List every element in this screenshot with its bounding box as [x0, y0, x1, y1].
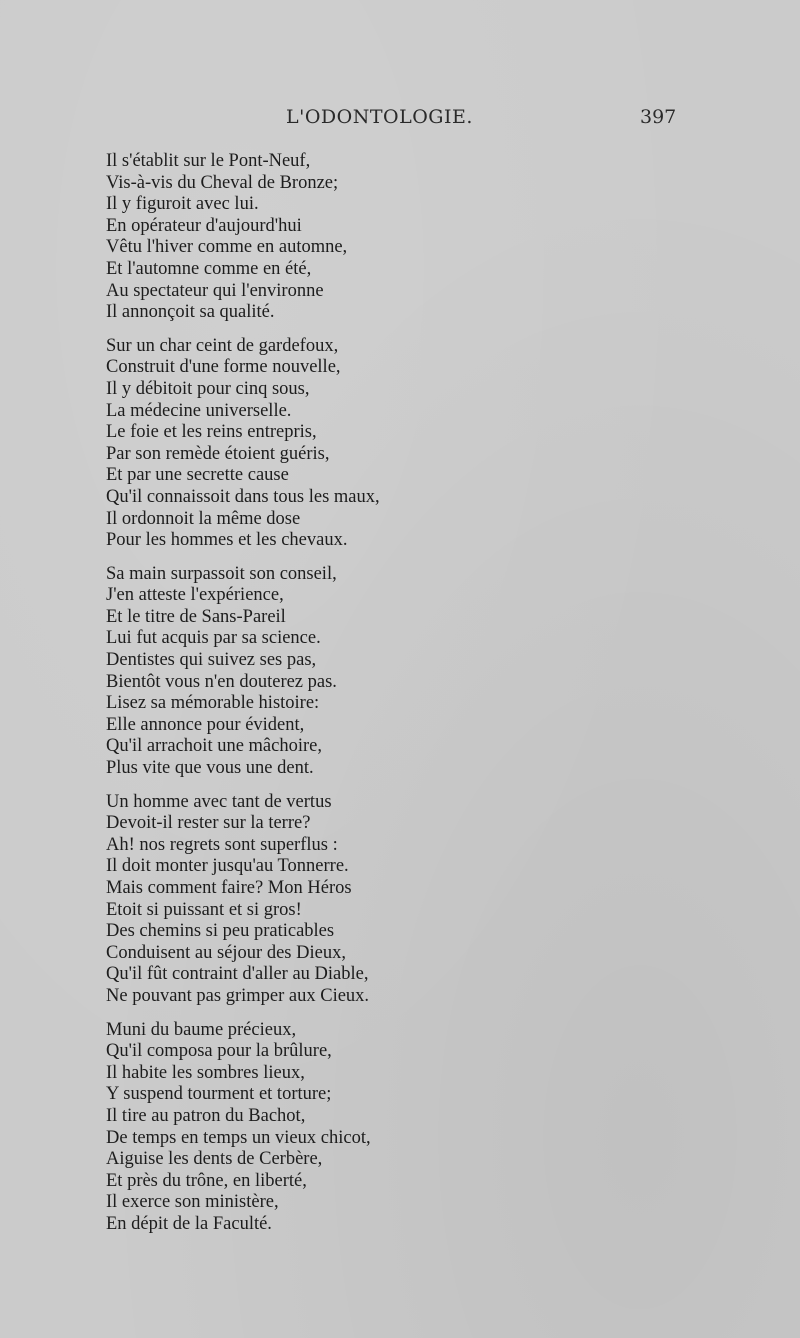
poem-line: Et le titre de Sans-Pareil	[106, 606, 286, 627]
poem-line: Au spectateur qui l'environne	[106, 280, 324, 301]
stanza-3	[106, 564, 466, 780]
poem-line: Il ordonnoit la même dose	[106, 508, 301, 529]
poem-line: En dépit de la Faculté.	[106, 1213, 272, 1234]
poem-line: Qu'il composa pour la brûlure,	[106, 1041, 332, 1062]
poem	[106, 151, 466, 1248]
poem-line: Il y débitoit pour cinq sous,	[106, 378, 310, 399]
running-title: L'ODONTOLOGIE.	[286, 106, 473, 128]
poem-line: Qu'il fût contraint d'aller au Diable,	[106, 964, 369, 985]
poem-line: La médecine universelle.	[106, 400, 292, 421]
running-head	[0, 106, 800, 136]
poem-line: Sur un char ceint de gardefoux,	[106, 335, 339, 356]
stanza-2	[106, 336, 466, 552]
poem-line: Il tire au patron du Bachot,	[106, 1105, 306, 1126]
poem-line: Ne pouvant pas grimper aux Cieux.	[106, 985, 370, 1006]
poem-line: Construit d'une forme nouvelle,	[106, 357, 341, 378]
poem-line: Il exerce son ministère,	[106, 1192, 279, 1213]
poem-line: Bientôt vous n'en douterez pas.	[106, 671, 337, 692]
poem-line: J'en atteste l'expérience,	[106, 585, 284, 606]
poem-line: Elle annonce pour évident,	[106, 714, 305, 735]
poem-line: Qu'il connaissoit dans tous les maux,	[106, 486, 380, 507]
poem-line: Ah! nos regrets sont superflus :	[106, 834, 338, 855]
poem-line: Lui fut acquis par sa science.	[106, 628, 321, 649]
poem-line: Muni du baume précieux,	[106, 1019, 297, 1040]
poem-line: Dentistes qui suivez ses pas,	[106, 650, 317, 671]
poem-line: Pour les hommes et les chevaux.	[106, 530, 348, 551]
poem-line: Lisez sa mémorable histoire:	[106, 693, 320, 714]
poem-line: Il s'établit sur le Pont-Neuf,	[106, 151, 311, 171]
poem-line: Il annonçoit sa qualité.	[106, 302, 275, 323]
poem-line: De temps en temps un vieux chicot,	[106, 1127, 371, 1148]
poem-line: Etoit si puissant et si gros!	[106, 899, 302, 920]
poem-line: Conduisent au séjour des Dieux,	[106, 942, 346, 963]
poem-line: Par son remède étoient guéris,	[106, 443, 330, 464]
poem-line: Devoit-il rester sur la terre?	[106, 813, 311, 834]
poem-line: Sa main surpassoit son conseil,	[106, 563, 337, 584]
poem-line: Vêtu l'hiver comme en automne,	[106, 237, 348, 258]
poem-line: En opérateur d'aujourd'hui	[106, 215, 302, 236]
poem-line: Il doit monter jusqu'au Tonnerre.	[106, 856, 349, 877]
poem-line: Plus vite que vous une dent.	[106, 758, 314, 779]
poem-line: Des chemins si peu praticables	[106, 921, 335, 942]
stanza-4	[106, 792, 466, 1008]
page-number: 397	[640, 106, 677, 128]
stanza-5	[106, 1020, 466, 1236]
poem-line: Il y figuroit avec lui.	[106, 194, 259, 215]
poem-line: Mais comment faire? Mon Héros	[106, 878, 352, 898]
poem-line: Il habite les sombres lieux,	[106, 1062, 305, 1083]
poem-line: Et près du trône, en liberté,	[106, 1170, 307, 1191]
poem-line: Y suspend tourment et torture;	[106, 1084, 332, 1105]
poem-line: Qu'il arrachoit une mâchoire,	[106, 736, 322, 757]
poem-line: Aiguise les dents de Cerbère,	[106, 1149, 323, 1170]
poem-line: Vis-à-vis du Cheval de Bronze;	[106, 172, 339, 193]
poem-line: Et par une secrette cause	[106, 465, 289, 486]
stanza-1	[106, 151, 466, 324]
poem-line: Le foie et les reins entrepris,	[106, 422, 317, 443]
poem-line: Un homme avec tant de vertus	[106, 791, 332, 812]
poem-line: Et l'automne comme en été,	[106, 258, 312, 279]
